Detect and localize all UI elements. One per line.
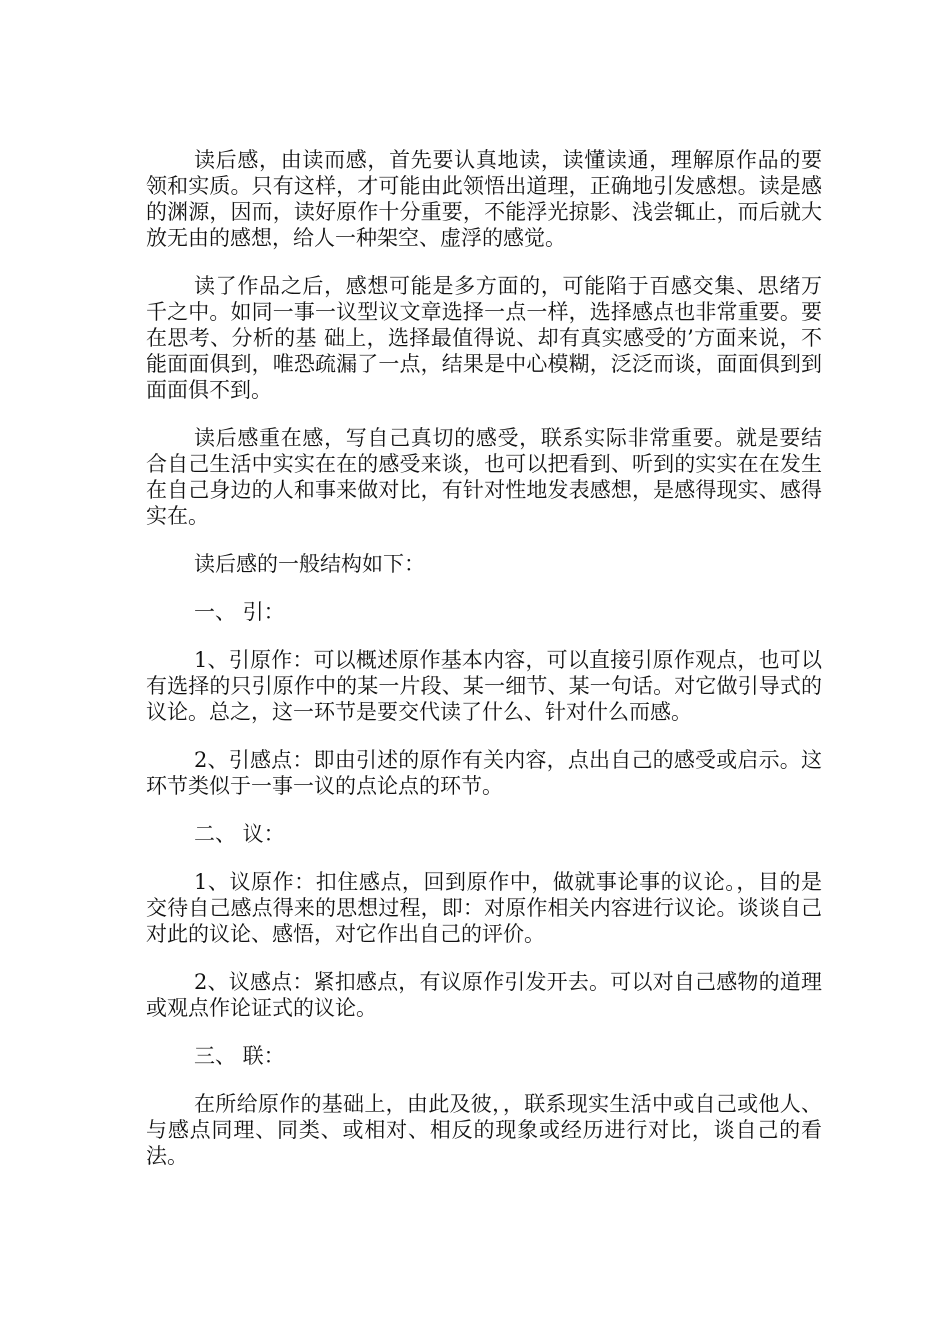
paragraph-yin-original: 1、引原作：可以概述原作基本内容，可以直接引原作观点，也可以有选择的只引原作中的某一片段、某一细节、某一句话。对它做引导式的议论。总之，这一环节是要交代读了什么、针对什么而感。 [146, 648, 822, 724]
paragraph-yi-original: 1、议原作：扣住感点，回到原作中，做就事论事的议论。，目的是交待自己感点得来的思想过程，即：对原作相关内容进行议论。谈谈自己对此的议论、感悟，对它作出自己的评价。 [146, 870, 822, 946]
paragraph-intro-reading: 读后感，由读而感，首先要认真地读，读懂读通，理解原作品的要领和实质。只有这样，才可能由此领悟出道理，正确地引发感想。读是感的渊源，因而，读好原作十分重要，不能浮光掠影、浅尝辄止，而后就大放无由的感想，给人一种架空、虚浮的感觉。 [146, 148, 822, 250]
section-heading-lian: 三、 联： [194, 1044, 285, 1068]
paragraph-lian: 在所给原作的基础上，由此及彼，，联系现实生活中或自己或他人、与感点同理、同类、或相对、相反的现象或经历进行对比，谈自己的看法。 [146, 1092, 822, 1168]
paragraph-yi-point: 2、议感点：紧扣感点，有议原作引发开去。可以对自己感物的道理或观点作论证式的议论。 [146, 970, 822, 1020]
structure-heading: 读后感的一般结构如下： [194, 552, 425, 576]
paragraph-yin-point: 2、引感点：即由引述的原作有关内容，点出自己的感受或启示。这环节类似于一事一议的点论点的环节。 [146, 748, 822, 798]
paragraph-choose-point: 读了作品之后，感想可能是多方面的，可能陷于百感交集、思绪万千之中。如同一事一议型议文章选择一点一样，选择感点也非常重要。要在思考、分析的基 础上，选择最值得说、却有真实感受的’方面来说，不能面面俱到，唯恐疏漏了一点，结果是中心模糊，泛泛而谈，面面俱到到面面俱不到。 [146, 274, 822, 402]
section-heading-yi: 二、 议： [194, 822, 285, 846]
paragraph-feeling-focus: 读后感重在感，写自己真切的感受，联系实际非常重要。就是要结合自己生活中实实在在的感受来谈，也可以把看到、听到的实实在在发生在自己身边的人和事来做对比，有针对性地发表感想，是感得现实、感得实在。 [146, 426, 822, 528]
document-page [146, 147, 822, 1191]
section-heading-yin: 一、 引： [194, 600, 285, 624]
